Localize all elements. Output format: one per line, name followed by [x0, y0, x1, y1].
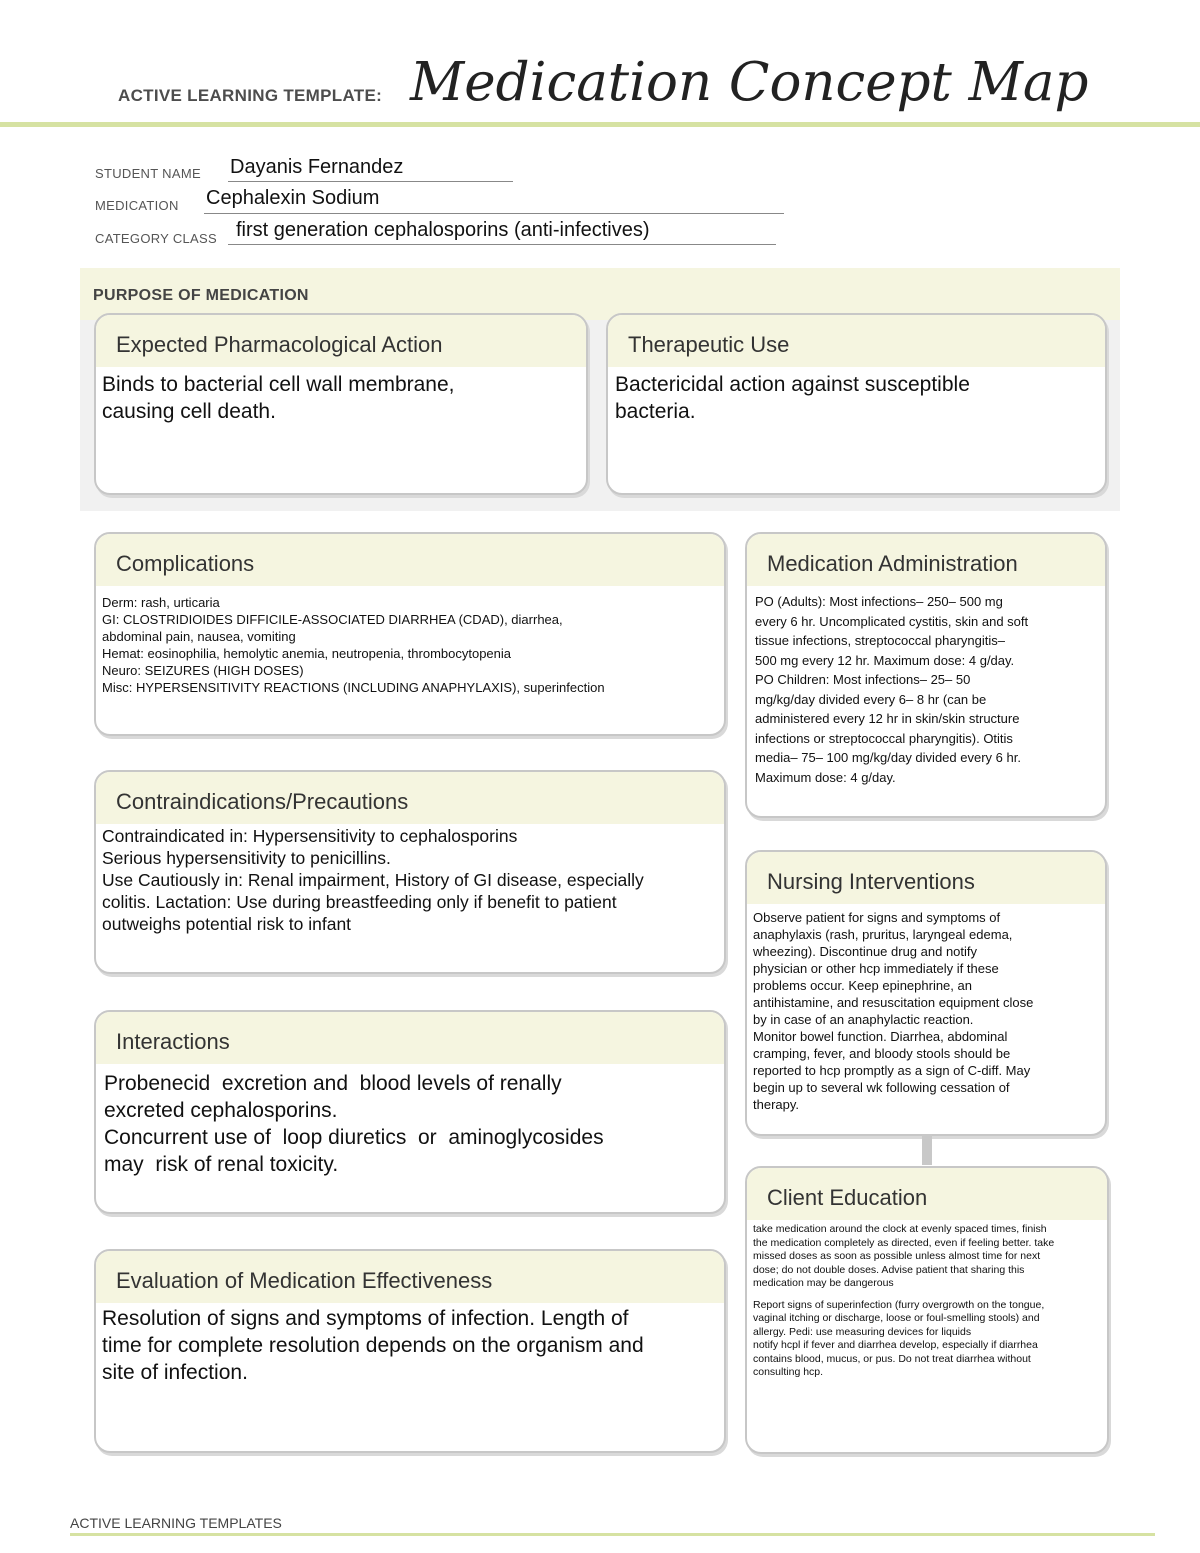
- text-line: Derm: rash, urticaria: [102, 595, 220, 610]
- medication-label: MEDICATION: [95, 198, 179, 213]
- nursing-interventions-card: [745, 850, 1107, 1136]
- therapeutic-use-card: [606, 313, 1107, 495]
- nursing-interventions-body: [747, 904, 1105, 1113]
- text-line: cramping, fever, and bloody stools should be: [753, 1046, 1011, 1061]
- client-education-title: Client Education: [767, 1185, 928, 1210]
- footer-rule: [70, 1533, 1155, 1536]
- header-rule: [0, 122, 1200, 127]
- text-line: dose; do not double doses. Advise patient that sharing this: [753, 1263, 1025, 1276]
- text-line: notify hcpl if fever and diarrhea develop, especially if diarrhea: [753, 1339, 1038, 1351]
- text-line: 500 mg every 12 hr. Maximum dose: 4 g/day.: [755, 652, 1015, 668]
- complications-body: [96, 586, 724, 696]
- text-line: tissue infections, streptococcal pharyngitis–: [755, 633, 1006, 648]
- medication-underline: [204, 212, 784, 214]
- text-line: every 6 hr. Uncomplicated cystitis, skin and soft: [755, 613, 1029, 629]
- text-line: begin up to several wk following cessation of: [753, 1080, 1010, 1095]
- contraindications-card: [94, 770, 726, 974]
- text-line: take medication around the clock at evenly spaced times, finish: [753, 1223, 1047, 1235]
- expected-action-card: [94, 313, 588, 495]
- text-line: antihistamine, and resuscitation equipment close: [753, 995, 1034, 1010]
- text-line: medication may be dangerous: [753, 1277, 894, 1289]
- text-line: infections or streptococcal pharyngitis). Otitis: [755, 730, 1013, 746]
- category-class-underline: [228, 243, 776, 245]
- medication-administration-title: Medication Administration: [767, 551, 1018, 576]
- text-line: Concurrent use of loop diuretics or aminoglycosides: [104, 1126, 604, 1149]
- complications-title: Complications: [116, 551, 255, 576]
- text-line: anaphylaxis (rash, pruritus, laryngeal edema,: [753, 927, 1013, 942]
- text-line: media– 75– 100 mg/kg/day divided every 6 hr.: [755, 750, 1021, 765]
- purpose-title: PURPOSE OF MEDICATION: [93, 287, 309, 304]
- text-line: contains blood, mucus, or pus. Do not treat diarrhea without: [753, 1352, 1031, 1365]
- interactions-card: [94, 1010, 726, 1214]
- text-line: Maximum dose: 4 g/day.: [755, 769, 896, 785]
- text-line: problems occur. Keep epinephrine, an: [753, 978, 972, 993]
- text-line: mg/kg/day divided every 6– 8 hr (can be: [755, 691, 987, 707]
- text-line: by in case of an anaphylactic reaction.: [753, 1012, 974, 1027]
- footer-text: ACTIVE LEARNING TEMPLATES: [70, 1515, 282, 1531]
- category-class-label: CATEGORY CLASS: [95, 231, 217, 246]
- expected-action-body: [96, 367, 586, 425]
- text-line: physician or other hcp immediately if these: [753, 961, 999, 976]
- text-line: Binds to bacterial cell wall membrane,: [102, 373, 455, 396]
- text-line: PO (Adults): Most infections– 250– 500 mg: [755, 594, 1003, 609]
- text-line: the medication completely as directed, even if feeling better. take: [753, 1236, 1055, 1249]
- text-line: Neuro: SEIZURES (HIGH DOSES): [102, 663, 304, 678]
- text-line: excreted cephalosporins.: [104, 1099, 338, 1122]
- text-line: colitis. Lactation: Use during breastfeeding only if benefit to patient: [102, 892, 617, 912]
- text-line: causing cell death.: [102, 400, 276, 423]
- text-line: allergy. Pedi: use measuring devices for liquids: [753, 1325, 972, 1338]
- text-line: abdominal pain, nausea, vomiting: [102, 629, 296, 644]
- text-line: outweighs potential risk to infant: [102, 914, 352, 934]
- interactions-body: [96, 1064, 724, 1178]
- client-education-card: [745, 1166, 1109, 1454]
- template-label: ACTIVE LEARNING TEMPLATE:: [118, 86, 383, 105]
- medication-value: Cephalexin Sodium: [206, 187, 380, 209]
- text-line: Hemat: eosinophilia, hemolytic anemia, neutropenia, thrombocytopenia: [102, 646, 512, 661]
- page-title: Medication Concept Map: [410, 52, 1089, 113]
- text-line: PO Children: Most infections– 25– 50: [755, 672, 971, 687]
- text-line: consulting hcp.: [753, 1366, 824, 1378]
- text-line: site of infection.: [102, 1361, 248, 1384]
- text-line: wheezing). Discontinue drug and notify: [753, 944, 978, 959]
- text-line: therapy.: [753, 1097, 800, 1112]
- text-line: Observe patient for signs and symptoms of: [753, 910, 1001, 925]
- text-line: bacteria.: [615, 400, 696, 423]
- text-line: vaginal itching or discharge, loose or foul-smelling stools) and: [753, 1312, 1040, 1324]
- text-line: may risk of renal toxicity.: [104, 1153, 339, 1176]
- medication-administration-card: [745, 532, 1107, 818]
- complications-card: [94, 532, 726, 736]
- student-name-value: Dayanis Fernandez: [230, 156, 404, 178]
- text-line: missed doses as soon as possible unless almost time for next: [753, 1250, 1041, 1262]
- contraindications-title: Contraindications/Precautions: [116, 789, 409, 814]
- spacer-line: [753, 1291, 1101, 1299]
- text-line: Serious hypersensitivity to penicillins.: [102, 848, 391, 868]
- evaluation-title: Evaluation of Medication Effectiveness: [116, 1268, 493, 1293]
- category-class-value: first generation cephalosporins (anti-infectives): [236, 219, 650, 241]
- connector-bar: [922, 1134, 932, 1165]
- expected-action-title: Expected Pharmacological Action: [116, 332, 443, 357]
- contraindications-body: [96, 824, 724, 935]
- text-line: Bactericidal action against susceptible: [615, 373, 970, 396]
- text-line: Resolution of signs and symptoms of infection. Length of: [102, 1307, 629, 1330]
- text-line: reported to hcp promptly as a sign of C-diff. May: [753, 1063, 1031, 1078]
- text-line: Monitor bowel function. Diarrhea, abdominal: [753, 1029, 1008, 1044]
- text-line: Contraindicated in: Hypersensitivity to cephalosporins: [102, 826, 518, 846]
- text-line: Misc: HYPERSENSITIVITY REACTIONS (INCLUDING ANAPHYLAXIS), superinfection: [102, 680, 605, 695]
- text-line: time for complete resolution depends on the organism and: [102, 1334, 644, 1357]
- therapeutic-use-title: Therapeutic Use: [628, 332, 790, 357]
- evaluation-card: [94, 1249, 726, 1453]
- therapeutic-use-body: [608, 367, 1105, 425]
- student-name-underline: [228, 180, 513, 182]
- interactions-title: Interactions: [116, 1029, 230, 1054]
- text-line: Use Cautiously in: Renal impairment, History of GI disease, especially: [102, 870, 644, 890]
- student-name-label: STUDENT NAME: [95, 166, 201, 181]
- text-line: GI: CLOSTRIDIOIDES DIFFICILE-ASSOCIATED DIARRHEA (CDAD), diarrhea,: [102, 612, 563, 627]
- evaluation-body: [96, 1303, 724, 1386]
- nursing-interventions-title: Nursing Interventions: [767, 869, 975, 894]
- text-line: administered every 12 hr in skin/skin structure: [755, 711, 1020, 726]
- client-education-body: [747, 1220, 1107, 1380]
- medication-administration-body: [747, 586, 1105, 787]
- text-line: Report signs of superinfection (furry overgrowth on the tongue,: [753, 1298, 1045, 1311]
- text-line: Probenecid excretion and blood levels of renally: [104, 1072, 562, 1095]
